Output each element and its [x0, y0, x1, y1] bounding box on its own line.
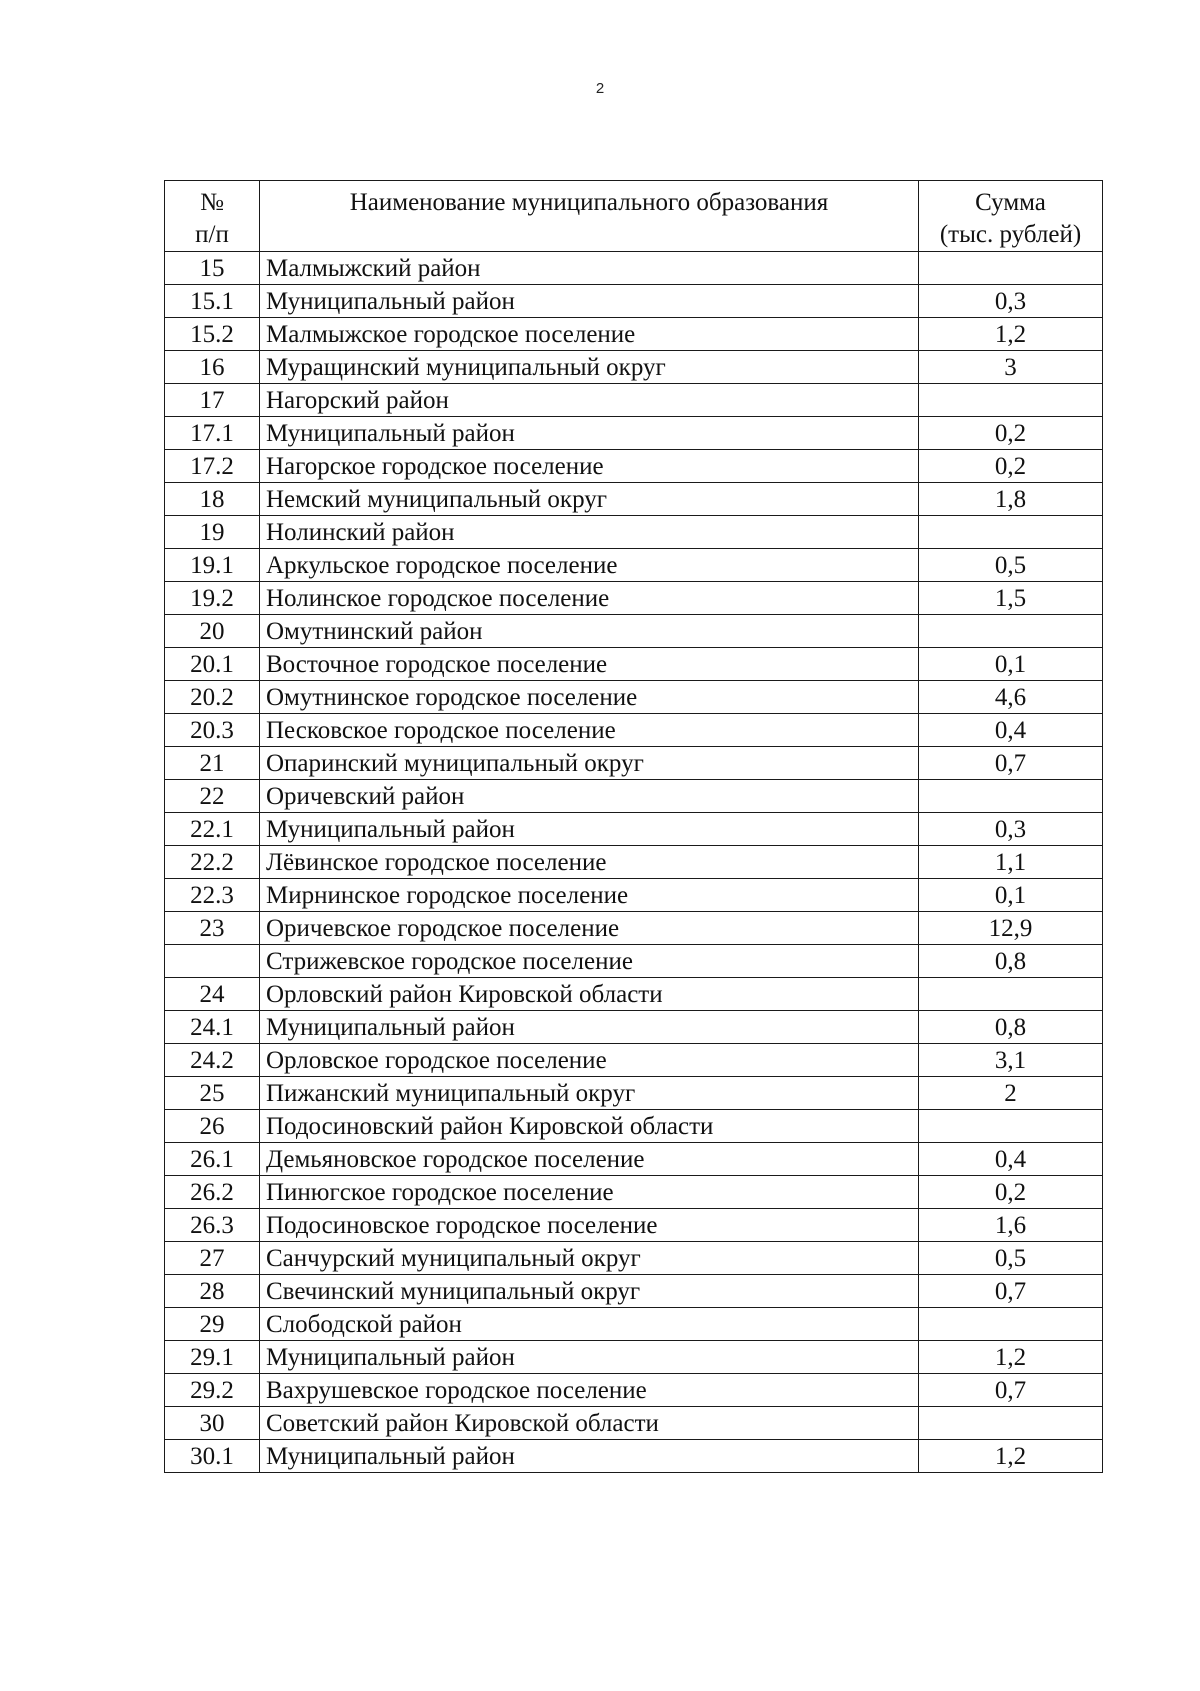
table-header: [165, 181, 1103, 252]
row-sum-cell: 0,1: [919, 879, 1103, 912]
table-row: [165, 879, 1103, 912]
row-name-cell: Вахрушевское городское поселение: [260, 1374, 919, 1407]
row-number-cell: 24.1: [165, 1011, 260, 1044]
table-row: [165, 1110, 1103, 1143]
row-name-cell: Малмыжское городское поселение: [260, 318, 919, 351]
row-name-cell: Подосиновское городское поселение: [260, 1209, 919, 1242]
row-number-cell: 17.1: [165, 417, 260, 450]
row-sum-cell: [919, 780, 1103, 813]
row-name-cell: Муниципальный район: [260, 285, 919, 318]
row-number-cell: 22: [165, 780, 260, 813]
table-row: [165, 450, 1103, 483]
row-name-cell: Оричевское городское поселение: [260, 912, 919, 945]
row-name-cell: Омутнинский район: [260, 615, 919, 648]
row-number-cell: 28: [165, 1275, 260, 1308]
row-number-cell: 29.1: [165, 1341, 260, 1374]
row-sum-cell: 0,8: [919, 1011, 1103, 1044]
table-row: [165, 648, 1103, 681]
row-name-cell: Нолинский район: [260, 516, 919, 549]
row-number-cell: 17: [165, 384, 260, 417]
row-name-cell: Советский район Кировской области: [260, 1407, 919, 1440]
table-row: [165, 1341, 1103, 1374]
row-sum-cell: [919, 1308, 1103, 1341]
row-sum-cell: [919, 615, 1103, 648]
row-name-cell: Оричевский район: [260, 780, 919, 813]
table-row: [165, 483, 1103, 516]
row-number-cell: 19.1: [165, 549, 260, 582]
row-number-cell: 21: [165, 747, 260, 780]
row-number-cell: 29.2: [165, 1374, 260, 1407]
table-row: [165, 351, 1103, 384]
row-name-cell: Нагорское городское поселение: [260, 450, 919, 483]
table-row: [165, 747, 1103, 780]
row-sum-cell: 0,7: [919, 1374, 1103, 1407]
row-number-cell: 30.1: [165, 1440, 260, 1473]
header-sum-line1: Сумма: [975, 189, 1046, 216]
table-row: [165, 1440, 1103, 1473]
row-name-cell: Песковское городское поселение: [260, 714, 919, 747]
row-name-cell: Мирнинское городское поселение: [260, 879, 919, 912]
row-sum-cell: 1,2: [919, 318, 1103, 351]
row-sum-cell: 1,1: [919, 846, 1103, 879]
row-sum-cell: 0,5: [919, 1242, 1103, 1275]
header-number-line1: №: [200, 189, 224, 216]
table-row: [165, 780, 1103, 813]
row-sum-cell: 0,7: [919, 747, 1103, 780]
row-sum-cell: [919, 1407, 1103, 1440]
row-number-cell: 22.2: [165, 846, 260, 879]
table-row: [165, 912, 1103, 945]
table-row: [165, 1308, 1103, 1341]
row-name-cell: Малмыжский район: [260, 252, 919, 285]
row-number-cell: 20.1: [165, 648, 260, 681]
row-name-cell: Свечинский муниципальный округ: [260, 1275, 919, 1308]
row-sum-cell: 3: [919, 351, 1103, 384]
row-sum-cell: 1,2: [919, 1440, 1103, 1473]
row-number-cell: 26: [165, 1110, 260, 1143]
row-name-cell: Муниципальный район: [260, 1440, 919, 1473]
table-row: [165, 846, 1103, 879]
row-name-cell: Восточное городское поселение: [260, 648, 919, 681]
row-sum-cell: 3,1: [919, 1044, 1103, 1077]
table-row: [165, 516, 1103, 549]
header-name-cell: [260, 181, 919, 252]
row-name-cell: Опаринский муниципальный округ: [260, 747, 919, 780]
header-sum-line2: (тыс. рублей): [939, 221, 1082, 248]
row-number-cell: 20.3: [165, 714, 260, 747]
row-sum-cell: 0,3: [919, 285, 1103, 318]
row-name-cell: Немский муниципальный округ: [260, 483, 919, 516]
row-name-cell: Муниципальный район: [260, 813, 919, 846]
row-number-cell: 29: [165, 1308, 260, 1341]
table-row: [165, 384, 1103, 417]
header-row: [165, 181, 1103, 252]
table-row: [165, 417, 1103, 450]
table-row: [165, 978, 1103, 1011]
row-sum-cell: 0,2: [919, 450, 1103, 483]
row-sum-cell: [919, 252, 1103, 285]
table-row: [165, 1044, 1103, 1077]
row-number-cell: 23: [165, 912, 260, 945]
table-row: [165, 1176, 1103, 1209]
row-name-cell: Орловское городское поселение: [260, 1044, 919, 1077]
row-number-cell: 26.2: [165, 1176, 260, 1209]
row-name-cell: Пинюгское городское поселение: [260, 1176, 919, 1209]
row-sum-cell: 1,6: [919, 1209, 1103, 1242]
row-sum-cell: 12,9: [919, 912, 1103, 945]
table-row: [165, 813, 1103, 846]
row-number-cell: 24.2: [165, 1044, 260, 1077]
table-body: [165, 252, 1103, 1473]
table-row: [165, 714, 1103, 747]
table-row: [165, 1374, 1103, 1407]
table-row: [165, 1143, 1103, 1176]
table-row: [165, 1209, 1103, 1242]
row-sum-cell: 0,4: [919, 714, 1103, 747]
row-number-cell: 25: [165, 1077, 260, 1110]
row-name-cell: Санчурский муниципальный округ: [260, 1242, 919, 1275]
row-sum-cell: [919, 978, 1103, 1011]
table-row: [165, 1077, 1103, 1110]
table-row: [165, 615, 1103, 648]
row-name-cell: Пижанский муниципальный округ: [260, 1077, 919, 1110]
header-number-cell: [165, 181, 260, 252]
row-number-cell: 24: [165, 978, 260, 1011]
row-number-cell: 15.1: [165, 285, 260, 318]
row-name-cell: Демьяновское городское поселение: [260, 1143, 919, 1176]
table-row: [165, 1242, 1103, 1275]
row-number-cell: 26.3: [165, 1209, 260, 1242]
row-number-cell: 15: [165, 252, 260, 285]
row-name-cell: Аркульское городское поселение: [260, 549, 919, 582]
table-row: [165, 1407, 1103, 1440]
table-row: [165, 1275, 1103, 1308]
header-sum-cell: [919, 181, 1103, 252]
row-name-cell: Нагорский район: [260, 384, 919, 417]
row-name-cell: Лёвинское городское поселение: [260, 846, 919, 879]
row-name-cell: Подосиновский район Кировской области: [260, 1110, 919, 1143]
row-number-cell: 19.2: [165, 582, 260, 615]
row-sum-cell: [919, 516, 1103, 549]
table-row: [165, 549, 1103, 582]
row-sum-cell: 0,2: [919, 1176, 1103, 1209]
table-row: [165, 582, 1103, 615]
municipal-sums-table: [164, 180, 1103, 1473]
row-sum-cell: 0,5: [919, 549, 1103, 582]
row-sum-cell: 4,6: [919, 681, 1103, 714]
row-number-cell: 20: [165, 615, 260, 648]
table-row: [165, 681, 1103, 714]
row-number-cell: 22.1: [165, 813, 260, 846]
row-sum-cell: [919, 1110, 1103, 1143]
row-sum-cell: 1,2: [919, 1341, 1103, 1374]
table-row: [165, 285, 1103, 318]
row-name-cell: Слободской район: [260, 1308, 919, 1341]
row-name-cell: Муниципальный район: [260, 1011, 919, 1044]
row-name-cell: Муращинский муниципальный округ: [260, 351, 919, 384]
row-sum-cell: 0,1: [919, 648, 1103, 681]
row-number-cell: 16: [165, 351, 260, 384]
table-row: [165, 252, 1103, 285]
row-name-cell: Стрижевское городское поселение: [260, 945, 919, 978]
table-row: [165, 945, 1103, 978]
row-name-cell: Орловский район Кировской области: [260, 978, 919, 1011]
row-number-cell: 18: [165, 483, 260, 516]
header-number-line2: п/п: [195, 221, 229, 248]
row-sum-cell: [919, 384, 1103, 417]
row-sum-cell: 0,3: [919, 813, 1103, 846]
row-number-cell: [165, 945, 260, 978]
row-number-cell: 26.1: [165, 1143, 260, 1176]
row-number-cell: 19: [165, 516, 260, 549]
row-number-cell: 27: [165, 1242, 260, 1275]
row-number-cell: 22.3: [165, 879, 260, 912]
row-number-cell: 30: [165, 1407, 260, 1440]
row-name-cell: Муниципальный район: [260, 1341, 919, 1374]
row-sum-cell: 1,8: [919, 483, 1103, 516]
row-name-cell: Омутнинское городское поселение: [260, 681, 919, 714]
row-number-cell: 20.2: [165, 681, 260, 714]
row-number-cell: 17.2: [165, 450, 260, 483]
row-number-cell: 15.2: [165, 318, 260, 351]
row-sum-cell: 0,7: [919, 1275, 1103, 1308]
header-name-text: Наименование муниципального образования: [349, 189, 829, 216]
row-name-cell: Муниципальный район: [260, 417, 919, 450]
page-number: 2: [595, 80, 605, 97]
row-sum-cell: 0,4: [919, 1143, 1103, 1176]
row-sum-cell: 0,2: [919, 417, 1103, 450]
row-sum-cell: 2: [919, 1077, 1103, 1110]
row-name-cell: Нолинское городское поселение: [260, 582, 919, 615]
row-sum-cell: 1,5: [919, 582, 1103, 615]
row-sum-cell: 0,8: [919, 945, 1103, 978]
table-row: [165, 1011, 1103, 1044]
table-row: [165, 318, 1103, 351]
